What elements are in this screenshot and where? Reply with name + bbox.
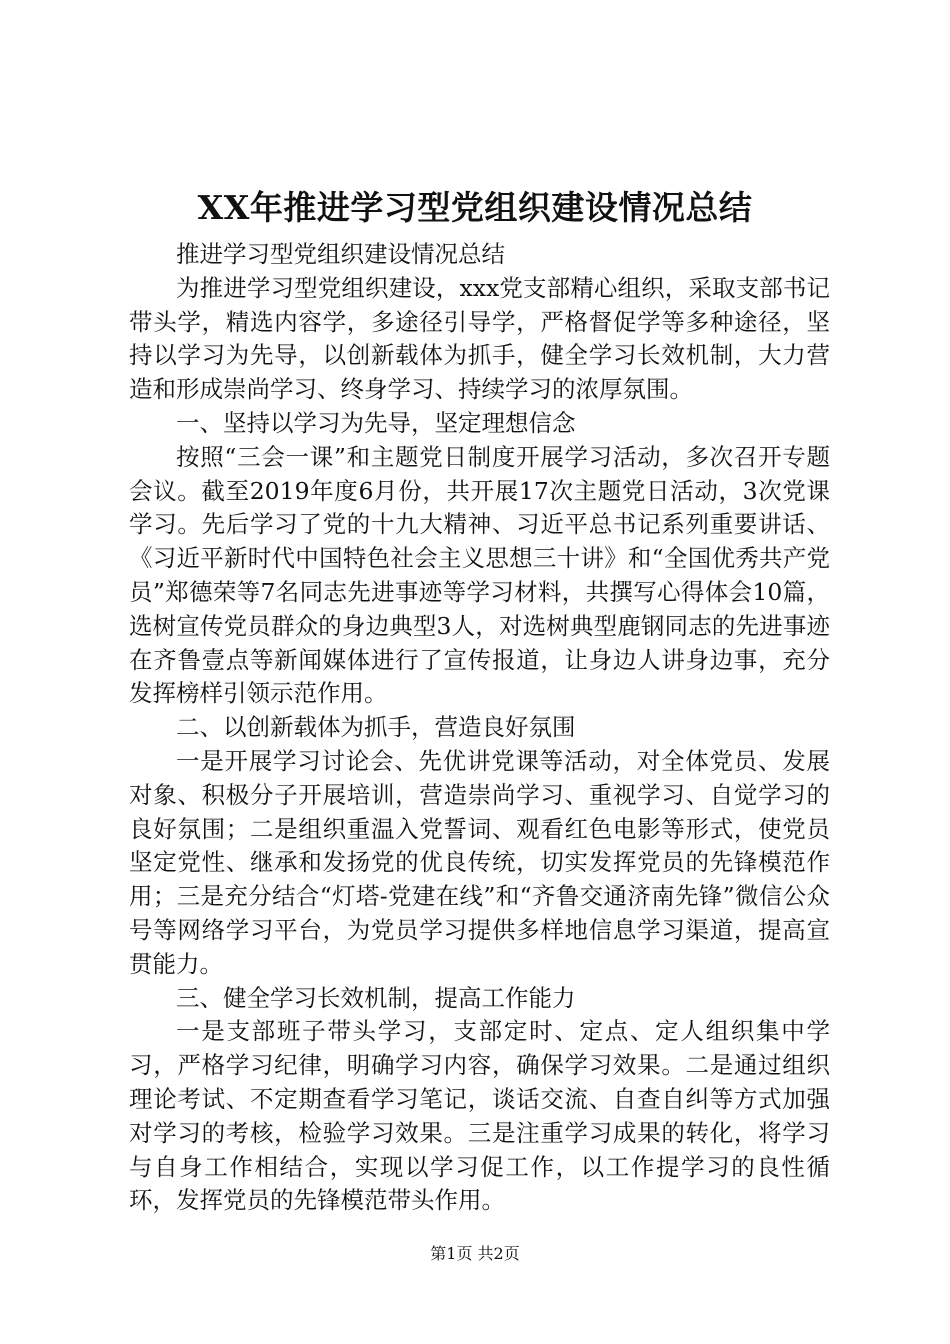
section-2-paragraph: 一是开展学习讨论会、先优讲党课等活动，对全体党员、发展对象、积极分子开展培训，营造崇尚学习、重视学习、自觉学习的良好氛围；二是组织重温入党誓词、观看红色电影等形式，使党员坚定党性、继承和发扬党的优良传统，切实发挥党员的先锋模范作用；三是充分结合“灯塔-党建在线”和“齐鲁交通济南先锋”微信公众号等网络学习平台，为党员学习提供多样地信息学习渠道，提高宣贯能力。 [129,746,830,978]
section-3-paragraph: 一是支部班子带头学习，支部定时、定点、定人组织集中学习，严格学习纪律，明确学习内容，确保学习效果。二是通过组织理论考试、不定期查看学习笔记，谈话交流、自查自纠等方式加强对学习的考核，检验学习效果。三是注重学习成果的转化，将学习与自身工作相结合，实现以学习促工作，以工作提学习的良性循环，发挥党员的先锋模范带头作用。 [129,1017,830,1215]
page-number-footer: 第1页 共2页 [430,1244,520,1263]
intro-paragraph: 为推进学习型党组织建设，xxx党支部精心组织，采取支部书记带头学，精选内容学，多途径引导学，严格督促学等多种途径，坚持以学习为先导，以创新载体为抓手，健全学习长效机制，大力营造和形成崇尚学习、终身学习、持续学习的浓厚氛围。 [129,273,830,404]
document-body [129,238,830,1218]
section-heading-2: 二、以创新载体为抓手，营造良好氛围 [176,713,576,742]
subtitle-paragraph: 推进学习型党组织建设情况总结 [176,240,505,268]
section-1-paragraph: 按照“三会一课”和主题党日制度开展学习活动，多次召开专题会议。截至2019年度6月份，共开展17次主题党日活动，3次党课学习。先后学习了党的十九大精神、习近平总书记系列重要讲话、《习近平新时代中国特色社会主义思想三十讲》和“全国优秀共产党员”郑德荣等7名同志先进事迹等学习材料，共撰写心得体会10篇，选树宣传党员群众的身边典型3人，对选树典型鹿钢同志的先进事迹在齐鲁壹点等新闻媒体进行了宣传报道，让身边人讲身边事，充分发挥榜样引领示范作用。 [129,442,830,708]
section-heading-1: 一、坚持以学习为先导，坚定理想信念 [176,408,576,437]
document-title: XX年推进学习型党组织建设情况总结 [197,188,753,227]
section-heading-3: 三、健全学习长效机制，提高工作能力 [176,983,576,1012]
